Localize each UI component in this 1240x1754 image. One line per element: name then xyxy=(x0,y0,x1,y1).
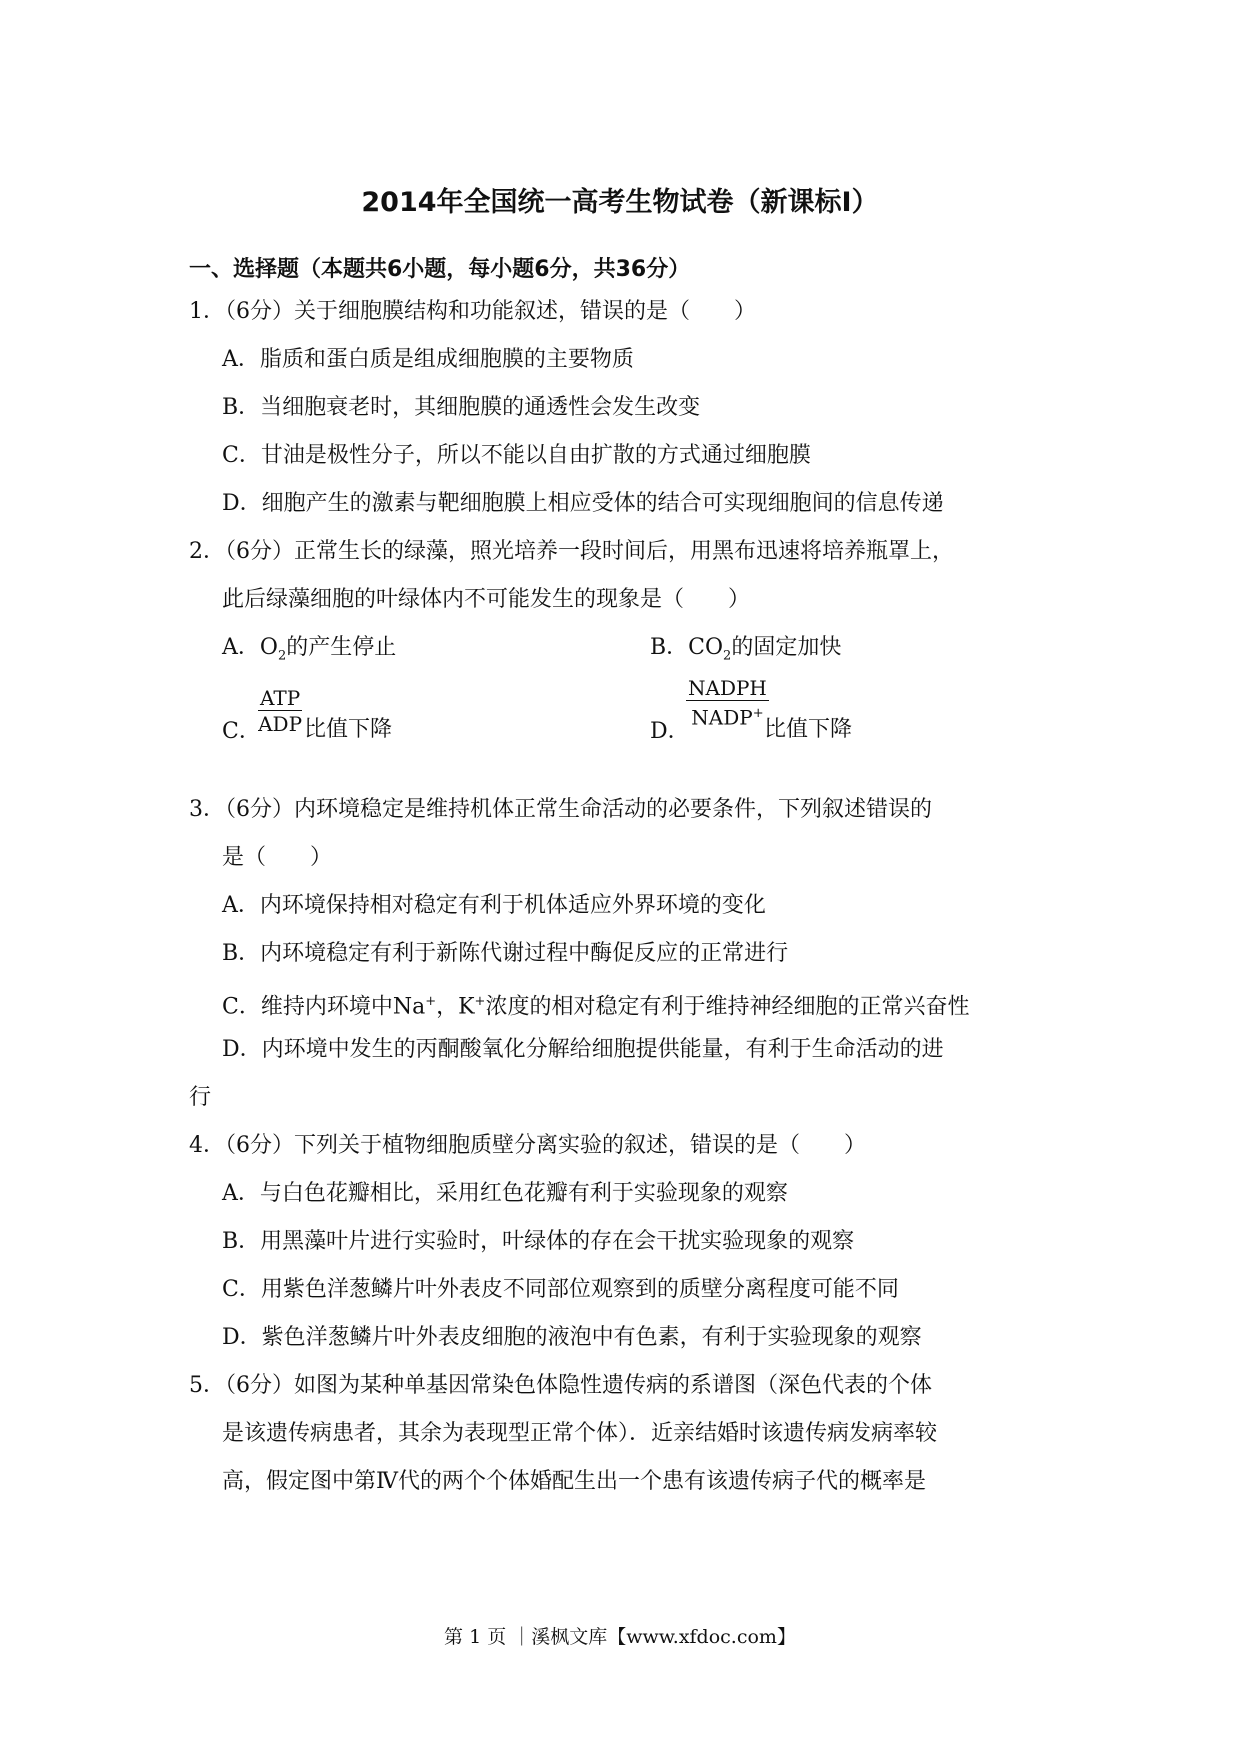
question-4-option-a: A．与白色花瓣相比，采用红色花瓣有利于实验现象的观察 xyxy=(222,1181,788,1206)
question-2-stem-line-2: 此后绿藻细胞的叶绿体内不可能发生的现象是（ ） xyxy=(222,587,751,612)
question-2-option-d-label: D． xyxy=(650,719,690,744)
option-b-prefix: B．CO xyxy=(650,635,724,660)
option-a-suffix: 的产生停止 xyxy=(286,635,397,660)
option-c-suffix: 浓度的相对稳定有利于维持神经细胞的正常兴奋性 xyxy=(485,994,970,1020)
fraction-numerator: NADPH xyxy=(688,676,767,700)
option-a-prefix: A．O xyxy=(222,635,278,660)
page-title: 2014年全国统一高考生物试卷（新课标Ⅰ） xyxy=(361,187,879,218)
page-footer: 第 1 页 ｜溪枫文库【www.xfdoc.com】 xyxy=(444,1626,796,1648)
question-5-stem-line-3: 高，假定图中第Ⅳ代的两个个体婚配生出一个患有该遗传病子代的概率是 xyxy=(222,1469,926,1494)
question-1-option-b: B．当细胞衰老时，其细胞膜的通透性会发生改变 xyxy=(222,395,701,420)
question-2-option-d-text: 比值下降 xyxy=(764,717,853,742)
fraction-denominator: ADP xyxy=(258,712,303,736)
question-1-option-c: C．甘油是极性分子，所以不能以自由扩散的方式通过细胞膜 xyxy=(222,443,811,468)
question-2-stem-line-1: 2．（6分）正常生长的绿藻，照光培养一段时间后，用黑布迅速将培养瓶罩上， xyxy=(189,539,954,564)
question-1-stem: 1．（6分）关于细胞膜结构和功能叙述，错误的是（ ） xyxy=(189,299,756,324)
question-2-option-a xyxy=(222,634,396,670)
question-3-stem-line-1: 3．（6分）内环境稳定是维持机体正常生命活动的必要条件，下列叙述错误的 xyxy=(189,797,932,822)
subscript: 2 xyxy=(277,648,287,664)
fraction-denominator xyxy=(686,701,769,731)
question-3-option-c xyxy=(222,988,969,1021)
superscript: + xyxy=(474,994,486,1009)
subscript: 2 xyxy=(723,648,732,664)
option-c-middle: ，K xyxy=(436,994,475,1020)
superscript: + xyxy=(752,706,764,721)
superscript: + xyxy=(425,994,437,1009)
question-4-option-b: B．用黑藻叶片进行实验时，叶绿体的存在会干扰实验现象的观察 xyxy=(222,1229,855,1254)
question-5-stem-line-1: 5．（6分）如图为某种单基因常染色体隐性遗传病的系谱图（深色代表的个体 xyxy=(189,1373,932,1398)
section-heading: 一、选择题（本题共6小题，每小题6分，共36分） xyxy=(189,257,691,282)
question-3-option-d-line-2: 行 xyxy=(189,1085,212,1110)
question-2-option-c-label: C． xyxy=(222,719,261,744)
question-4-option-c: C．用紫色洋葱鳞片叶外表皮不同部位观察到的质壁分离程度可能不同 xyxy=(222,1277,899,1302)
question-3-option-d-line-1: D．内环境中发生的丙酮酸氧化分解给细胞提供能量，有利于生命活动的进 xyxy=(222,1037,944,1062)
question-4-stem: 4．（6分）下列关于植物细胞质壁分离实验的叙述，错误的是（ ） xyxy=(189,1133,866,1158)
question-3-option-a: A．内环境保持相对稳定有利于机体适应外界环境的变化 xyxy=(222,893,766,918)
question-2-option-b xyxy=(650,634,841,670)
option-c-prefix: C．维持内环境中Na xyxy=(222,994,426,1020)
question-2-option-c-text: 比值下降 xyxy=(304,717,393,742)
question-3-stem-line-2: 是（ ） xyxy=(222,845,333,870)
question-1-option-a: A．脂质和蛋白质是组成细胞膜的主要物质 xyxy=(222,347,634,372)
fraction-numerator: ATP xyxy=(260,686,301,710)
question-2-option-c-fraction xyxy=(258,686,302,737)
question-4-option-d: D．紫色洋葱鳞片叶外表皮细胞的液泡中有色素，有利于实验现象的观察 xyxy=(222,1325,922,1350)
question-1-option-d: D．细胞产生的激素与靶细胞膜上相应受体的结合可实现细胞间的信息传递 xyxy=(222,491,944,516)
option-b-suffix: 的固定加快 xyxy=(731,635,842,660)
denominator-text: NADP xyxy=(691,705,753,730)
question-2-option-d-fraction xyxy=(686,676,769,731)
question-5-stem-line-2: 是该遗传病患者，其余为表现型正常个体）．近亲结婚时该遗传病发病率较 xyxy=(222,1421,938,1446)
question-3-option-b: B．内环境稳定有利于新陈代谢过程中酶促反应的正常进行 xyxy=(222,941,789,966)
